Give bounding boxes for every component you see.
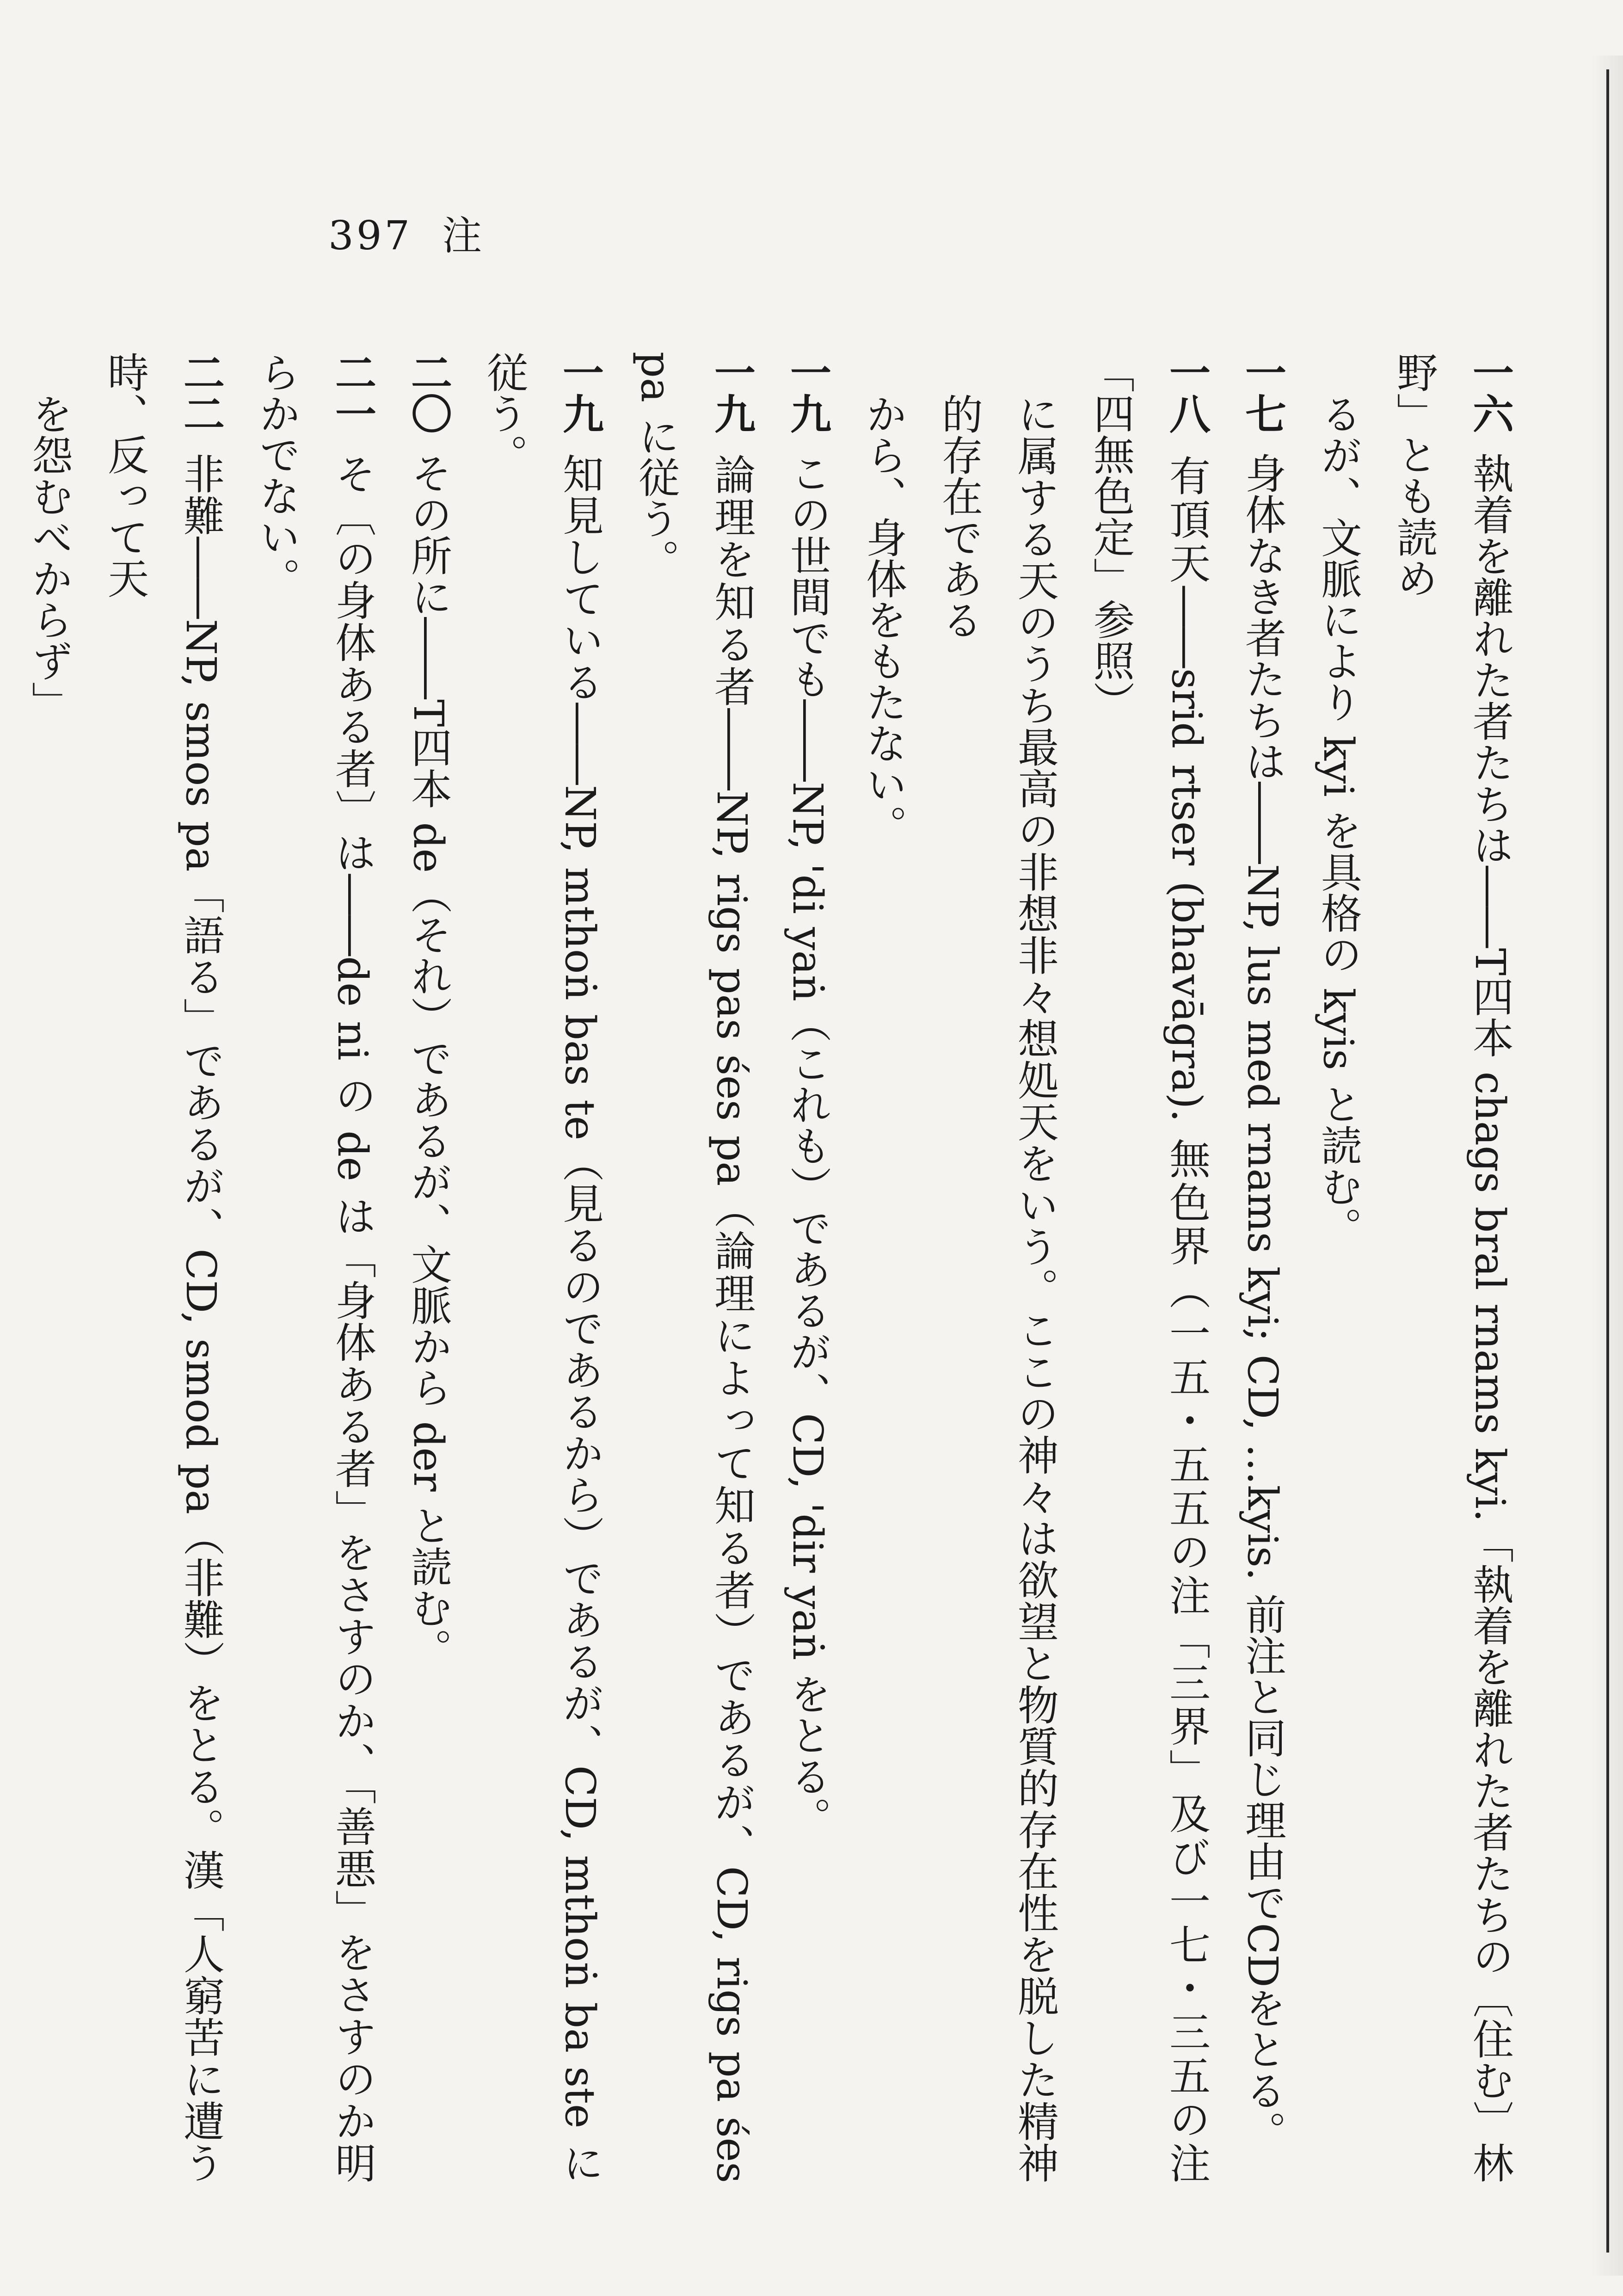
note-entry xyxy=(391,352,467,2183)
note-first-line xyxy=(87,352,239,2183)
note-text: 論理を知る者――NP, rigs pas śes pa（論理によって知る者）であるが、CD, rigs pa śes pa に従う。 xyxy=(632,352,756,2183)
note-entry xyxy=(1301,352,1528,2183)
note-text: 執着を離れた者たちは――T四本 chags bral rnams kyi.「執着を離れた者たちの〔住む〕林野」とも読め xyxy=(1390,352,1514,2183)
note-number: 一六 xyxy=(1466,352,1515,434)
note-entry xyxy=(618,352,770,2183)
note-entry xyxy=(239,352,391,2183)
page-number: 397 xyxy=(328,213,413,259)
note-first-line xyxy=(239,352,391,2183)
note-number: 一九 xyxy=(784,352,832,434)
note-number: 一九 xyxy=(708,352,756,434)
note-continuation-line: を怨むべからず」 xyxy=(25,393,74,722)
note-first-line xyxy=(467,352,618,2183)
note-continuation-line: から、身体をもたない。 xyxy=(860,393,908,846)
note-entry xyxy=(12,352,239,2183)
note-first-line xyxy=(1225,352,1301,2183)
note-entry xyxy=(467,352,618,2183)
note-number xyxy=(0,352,12,434)
note-continuation-line: るが、文脈により kyi を具格の kyis と読む。 xyxy=(1315,393,1363,1248)
running-header xyxy=(328,204,514,261)
note-number: 二〇 xyxy=(405,352,453,434)
note-text: この世間でも――NP, 'di yaṅ（これも）であるが、CD, 'dir yaṅ をとる。 xyxy=(784,452,832,1838)
note-text: その所に――T四本 de（それ）であるが、文脈から der と読む。 xyxy=(405,452,453,1670)
header-title: 注 xyxy=(442,213,485,259)
note-text: 知見している――NP, mthoṅ bas te（見るのであるから）であるが、CD, mthoṅ ba ste に従う。 xyxy=(480,352,604,2183)
note-continuation-line: に属する天のうち最高の非想非々想処天をいう。ここの神々は欲望と物質的存在性を脱した精神的存在である xyxy=(935,393,1059,2183)
note-number: 一九 xyxy=(556,352,605,434)
notes-body xyxy=(25,352,1528,2183)
note-first-line xyxy=(391,352,467,2183)
note-entry xyxy=(0,352,12,2183)
note-text: そ〔の身体ある者〕は――de ni の de は「身体ある者」をさすのか、「善悪」をさすのか明らかでない。 xyxy=(253,352,377,2183)
note-entry xyxy=(770,352,846,2183)
note-entry xyxy=(1225,352,1301,2183)
note-first-line xyxy=(1377,352,1528,2183)
note-number: 一八 xyxy=(1163,352,1211,434)
note-number: 二一 xyxy=(329,352,377,434)
binding-edge-line xyxy=(1606,69,1609,2253)
note-text: 有頂天――srid rtser (bhavāgra). 無色界（一五・五五の注「三界」及び一七・三五の注「四無色定」参照） xyxy=(1087,352,1211,2183)
note-first-line xyxy=(1073,352,1225,2183)
note-first-line xyxy=(618,352,770,2183)
note-text: 身体なき者たちは――NP, lus med rnams kyi; CD, …kyis. 前注と同じ理由でCDをとる。 xyxy=(1239,452,1287,2152)
note-entry xyxy=(846,352,1225,2183)
note-number: 二二 xyxy=(177,352,226,434)
note-number: 一七 xyxy=(1239,352,1287,434)
note-first-line xyxy=(770,352,846,2183)
note-first-line xyxy=(0,352,12,2183)
note-text: 非難――NP, smos pa「語る」であるが、CD, smod pa（非難）をとる。漢「人窮苦に遭う時、反って天 xyxy=(101,352,225,2183)
